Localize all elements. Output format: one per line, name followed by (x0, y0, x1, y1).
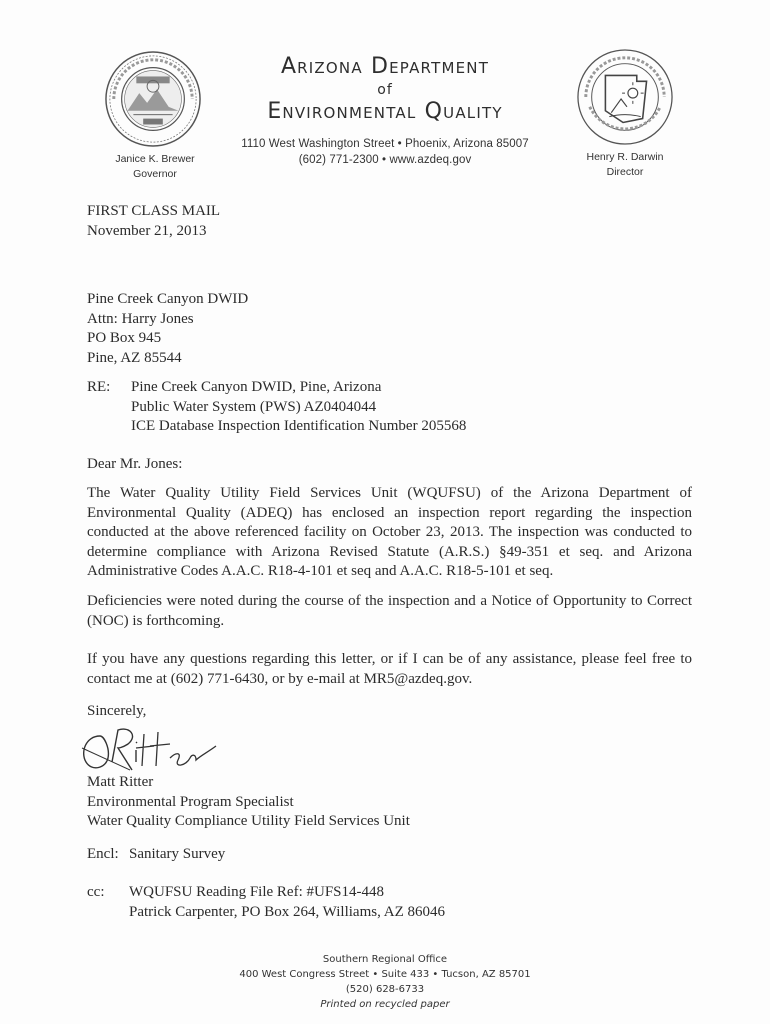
governor-title: Governor (133, 168, 177, 181)
subject-line: Pine Creek Canyon DWID, Pine, Arizona (131, 379, 382, 395)
cc-line: WQUFSU Reading File Ref: #UFS14-448 (129, 884, 384, 900)
body-paragraph: Deficiencies were noted during the course of the inspection and a Notice of Opportunity to Correct (NOC) is forthcoming. (87, 593, 692, 629)
subject-label: RE: (87, 379, 111, 395)
subject-line: ICE Database Inspection Identification Number 205568 (131, 418, 467, 434)
recipient-attn: Attn: Harry Jones (87, 310, 194, 327)
recipient-address (87, 290, 248, 368)
footer-address: 400 West Congress Street • Suite 433 • Tucson, AZ 85701 (239, 969, 531, 980)
recipient-city: Pine, AZ 85544 (87, 349, 182, 366)
governor-name: Janice K. Brewer (115, 153, 195, 165)
director-title: Director (606, 166, 644, 179)
subject-line: Public Water System (PWS) AZ0404044 (131, 398, 377, 415)
letter-footer (185, 952, 585, 1012)
signer-unit: Water Quality Compliance Utility Field Services Unit (87, 813, 410, 829)
mailing-method: FIRST CLASS MAIL (87, 203, 221, 219)
footer-note: Printed on recycled paper (320, 999, 450, 1010)
body-paragraph: The Water Quality Utility Field Services Unit (WQUFSU) of the Arizona Department of Environmental Quality (ADEQ) has enclosed an inspection report regarding the inspection conducted at the above referenced facility on October 23, 2013. The inspection was conducted to determine compliance with Arizona Revised Statute (A.R.S.) §49-351 et seq. and Arizona Administrative Codes A.A.C. R18-4-101 et seq and A.A.C. R18-5-101 et seq. (87, 485, 692, 579)
dept-address: 1110 West Washington Street • Phoenix, Arizona 85007 (241, 138, 529, 150)
closing: Sincerely, (87, 703, 147, 719)
recipient-name: Pine Creek Canyon DWID (87, 291, 249, 307)
enclosure-value: Sanitary Survey (129, 846, 226, 862)
body-paragraph: If you have any questions regarding this letter, or if I can be of any assistance, please feel free to contact me at (602) 771-6430, or by e-mail at MR5@azdeq.gov. (87, 651, 692, 687)
arizona-state-seal-icon (104, 50, 202, 148)
signer-name: Matt Ritter (87, 774, 154, 790)
dept-name-line2: of (377, 82, 393, 98)
signer-title: Environmental Program Specialist (87, 793, 294, 810)
letter-date: November 21, 2013 (87, 222, 207, 239)
cc-line: Patrick Carpenter, PO Box 264, Williams, AZ 86046 (129, 903, 445, 920)
governor-block (80, 152, 230, 182)
mailing-block (87, 202, 220, 241)
salutation: Dear Mr. Jones: (87, 456, 183, 472)
dept-name-line1: Arizona Department (280, 54, 490, 79)
cc-label: cc: (87, 884, 105, 900)
dept-contact: (602) 771-2300 • www.azdeq.gov (298, 154, 472, 166)
director-name: Henry R. Darwin (586, 151, 664, 163)
footer-phone: (520) 628-6733 (345, 984, 425, 995)
recipient-pobox: PO Box 945 (87, 330, 162, 346)
handwritten-signature-icon (78, 722, 238, 777)
letterhead (210, 52, 560, 168)
director-block (565, 150, 685, 180)
enclosure-label: Encl: (87, 846, 119, 862)
dept-name-line3: Environmental Quality (267, 99, 503, 124)
signer-block (87, 773, 410, 832)
footer-office: Southern Regional Office (322, 954, 448, 965)
adeq-seal-icon (576, 48, 674, 146)
